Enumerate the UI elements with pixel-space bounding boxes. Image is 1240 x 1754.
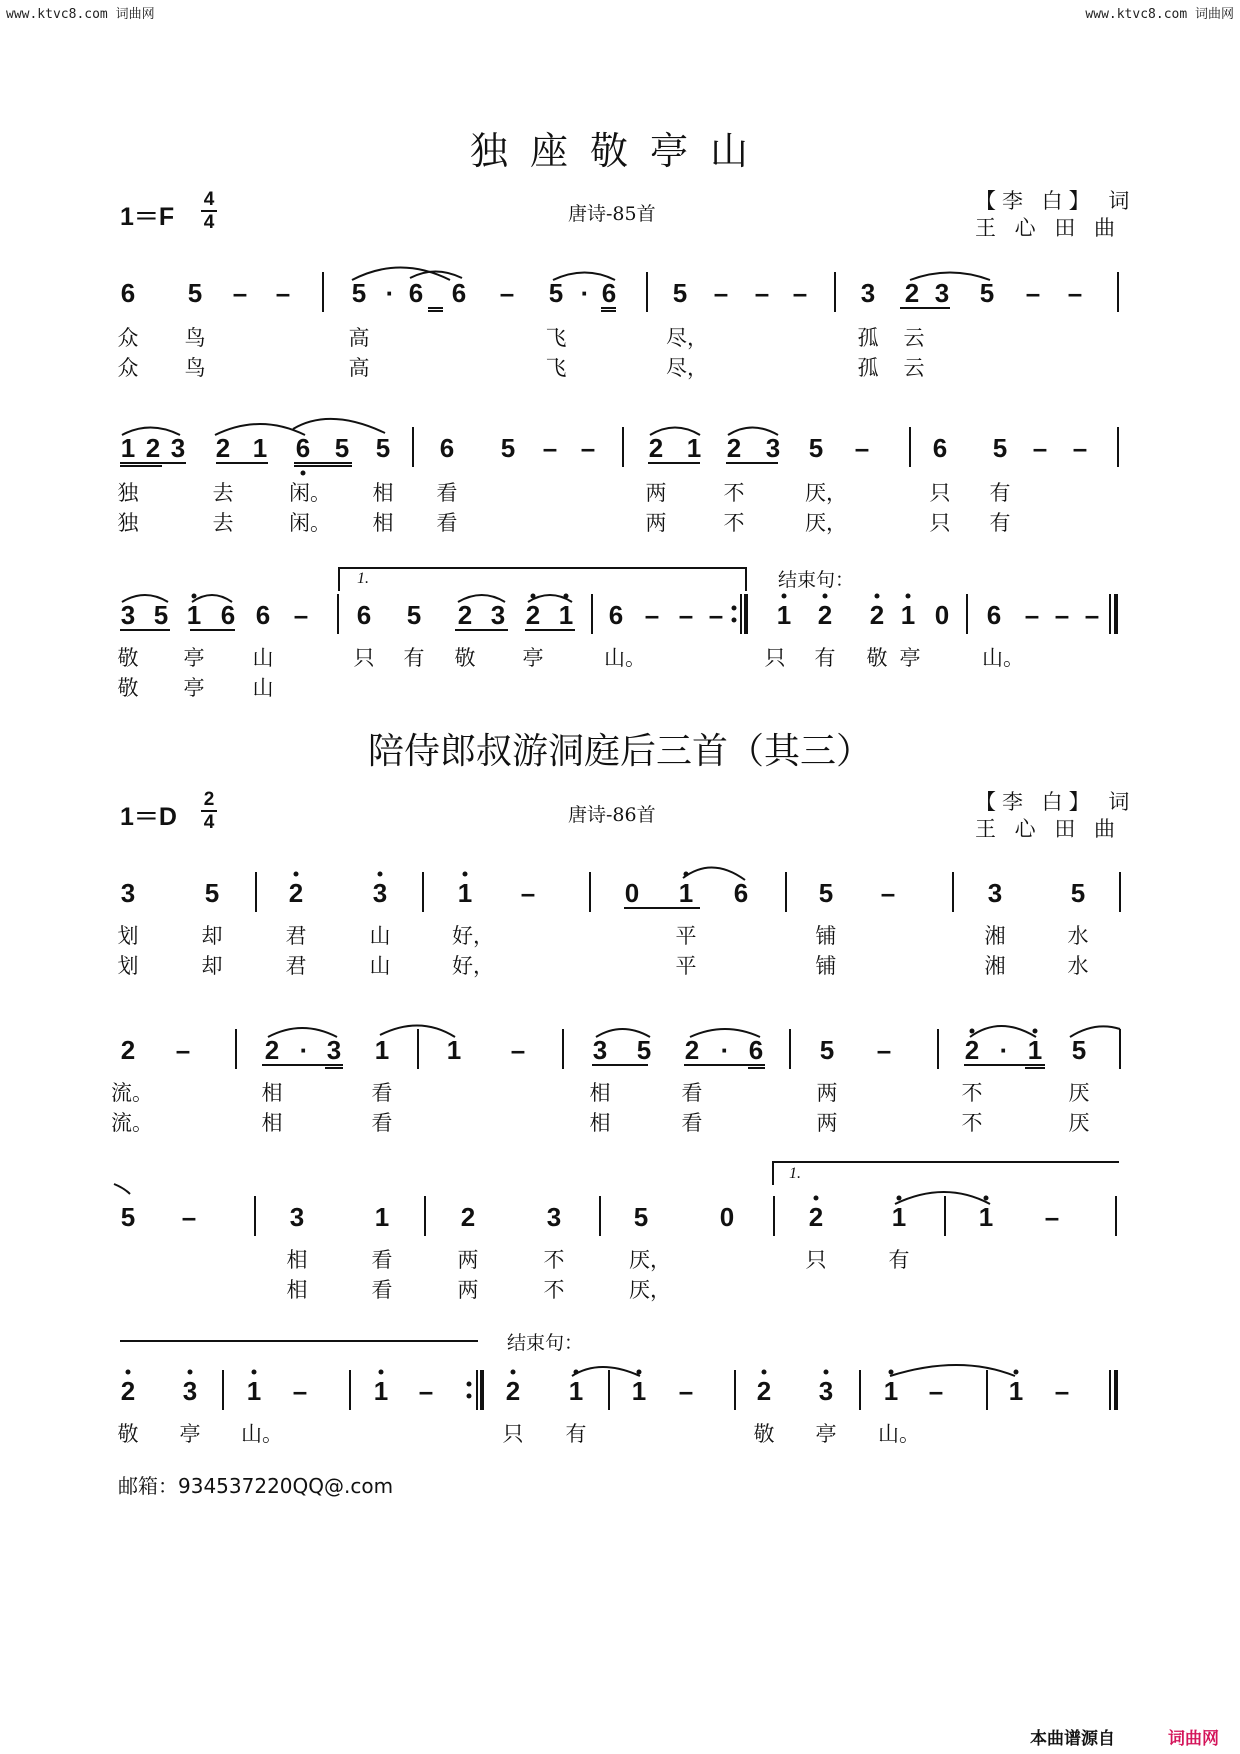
song2-key: 1＝D — [120, 803, 177, 831]
lyric: 孤 — [857, 326, 879, 350]
lyric: 划 — [117, 924, 139, 948]
note-dash: – — [708, 600, 724, 630]
note: 3 — [490, 600, 506, 630]
note: 6 — [601, 278, 617, 308]
lyric: 亭 — [179, 1422, 201, 1446]
lyric: 看 — [371, 1081, 393, 1105]
note-dot: · — [580, 278, 590, 308]
note-dash: – — [876, 1035, 892, 1065]
lyric: 亭 — [815, 1422, 837, 1446]
lyric: 看 — [681, 1081, 703, 1105]
lyric: 亭 — [183, 676, 205, 700]
note: 1 — [568, 1376, 584, 1406]
song2-volta-label: 1. — [789, 1165, 801, 1182]
lyric: 孤 — [857, 356, 879, 380]
note: 3 — [289, 1202, 305, 1232]
note: 6 — [986, 600, 1002, 630]
song2-volta-continuation — [120, 1340, 478, 1342]
lyric: 有 — [814, 646, 836, 670]
lyric: 不 — [543, 1248, 565, 1272]
note: 3 — [592, 1035, 608, 1065]
note-dash: – — [580, 433, 596, 463]
note-dash: – — [1044, 1202, 1060, 1232]
lyric: 有 — [403, 646, 425, 670]
lyric: 水 — [1067, 954, 1089, 978]
note: 6 — [120, 278, 136, 308]
note-dash: – — [292, 1376, 308, 1406]
note: 6 — [255, 600, 271, 630]
note: 6 — [408, 278, 424, 308]
lyric: 君 — [285, 954, 307, 978]
note-dash: – — [678, 1376, 694, 1406]
note: 2 — [460, 1202, 476, 1232]
note: 1 — [891, 1202, 907, 1232]
note: 5 — [636, 1035, 652, 1065]
lyric: 不 — [961, 1111, 983, 1135]
note: 1 — [1008, 1376, 1024, 1406]
note: 2 — [457, 600, 473, 630]
note: 5 — [819, 1035, 835, 1065]
note: 6 — [608, 600, 624, 630]
lyric: 有 — [565, 1422, 587, 1446]
note: 2 — [817, 600, 833, 630]
note: 3 — [120, 878, 136, 908]
song1-lyricist: 【李 白】 词 — [975, 189, 1136, 213]
note: 2 — [869, 600, 885, 630]
lyric: 相 — [261, 1081, 283, 1105]
note: 5 — [979, 278, 995, 308]
note: 1 — [686, 433, 702, 463]
lyric: 相 — [286, 1248, 308, 1272]
song1-composer: 王 心 田 曲 — [975, 216, 1122, 240]
note: 5 — [334, 433, 350, 463]
song2-row-4 — [0, 1366, 1240, 1446]
song2-time-top: 2 — [203, 789, 215, 810]
note: 2 — [120, 1035, 136, 1065]
lyric: 两 — [645, 481, 667, 505]
note-dash: – — [510, 1035, 526, 1065]
note-dash: – — [754, 278, 770, 308]
note: 5 — [548, 278, 564, 308]
note-dash: – — [792, 278, 808, 308]
note-dash: – — [644, 600, 660, 630]
note: 1 — [186, 600, 202, 630]
lyric: 山 — [252, 676, 274, 700]
note: 1 — [252, 433, 268, 463]
note-dash: – — [499, 278, 515, 308]
lyric: 相 — [372, 481, 394, 505]
note: 5 — [153, 600, 169, 630]
note: 1 — [1027, 1035, 1043, 1065]
note-dash: – — [1024, 600, 1040, 630]
note-rest: 0 — [934, 600, 950, 630]
lyric: 流。 — [111, 1081, 153, 1105]
lyric: 尽， — [666, 356, 708, 380]
note: 2 — [525, 600, 541, 630]
song2-time-signature — [201, 790, 217, 832]
note: 3 — [182, 1376, 198, 1406]
lyric: 看 — [371, 1248, 393, 1272]
note: 5 — [1071, 1035, 1087, 1065]
lyric: 不 — [543, 1278, 565, 1302]
lyric: 独 — [117, 481, 139, 505]
lyric: 相 — [286, 1278, 308, 1302]
note: 1 — [883, 1376, 899, 1406]
lyric: 只 — [353, 646, 375, 670]
lyric: 只 — [929, 511, 951, 535]
contact-email: 邮箱：934537220QQ@.com — [118, 1474, 394, 1498]
lyric: 好， — [452, 954, 494, 978]
note-dash: – — [1054, 600, 1070, 630]
note-rest: 0 — [624, 878, 640, 908]
lyric: 厌， — [629, 1248, 671, 1272]
note-dash: – — [1032, 433, 1048, 463]
note: 2 — [756, 1376, 772, 1406]
lyric: 尽， — [666, 326, 708, 350]
lyric: 划 — [117, 954, 139, 978]
lyric: 只 — [764, 646, 786, 670]
lyric: 流。 — [111, 1111, 153, 1135]
note: 5 — [992, 433, 1008, 463]
note-dash: – — [520, 878, 536, 908]
note-dash: – — [1072, 433, 1088, 463]
lyric: 云 — [903, 326, 925, 350]
lyric: 却 — [201, 954, 223, 978]
lyric: 闲。 — [289, 511, 331, 535]
lyric: 只 — [805, 1248, 827, 1272]
note-dash: – — [418, 1376, 434, 1406]
note: 1 — [978, 1202, 994, 1232]
note: 1 — [558, 600, 574, 630]
lyric: 去 — [212, 481, 234, 505]
note: 1 — [246, 1376, 262, 1406]
note: 1 — [631, 1376, 647, 1406]
lyric: 亭 — [899, 646, 921, 670]
lyric: 湘 — [984, 954, 1006, 978]
note: 2 — [120, 1376, 136, 1406]
note-dash: – — [880, 878, 896, 908]
lyric: 高 — [348, 356, 370, 380]
note: 5 — [500, 433, 516, 463]
note: 5 — [672, 278, 688, 308]
lyric: 敬 — [866, 646, 888, 670]
lyric: 去 — [212, 511, 234, 535]
lyric: 飞 — [545, 326, 567, 350]
lyric: 厌， — [805, 511, 847, 535]
lyric: 看 — [681, 1111, 703, 1135]
lyric: 相 — [261, 1111, 283, 1135]
song2-composer: 王 心 田 曲 — [975, 817, 1122, 841]
note: 5 — [818, 878, 834, 908]
note: 5 — [351, 278, 367, 308]
lyric: 相 — [589, 1081, 611, 1105]
lyric: 有 — [888, 1248, 910, 1272]
lyric: 敬 — [117, 676, 139, 700]
note: 1 — [457, 878, 473, 908]
lyric: 厌， — [805, 481, 847, 505]
song1-row-2-marks — [0, 415, 1240, 525]
lyric: 鸟 — [184, 326, 206, 350]
lyric: 敬 — [753, 1422, 775, 1446]
note: 1 — [678, 878, 694, 908]
note: 5 — [633, 1202, 649, 1232]
note: 2 — [964, 1035, 980, 1065]
song2-title: 陪侍郎叔游洞庭后三首（其三） — [367, 731, 872, 772]
note: 5 — [204, 878, 220, 908]
lyric: 不 — [961, 1081, 983, 1105]
lyric: 看 — [436, 481, 458, 505]
note-rest: 0 — [719, 1202, 735, 1232]
note: 2 — [684, 1035, 700, 1065]
song1-row-1 — [0, 260, 1240, 380]
lyric: 山。 — [878, 1422, 920, 1446]
lyric: 高 — [348, 326, 370, 350]
song1-volta-label: 1. — [357, 570, 369, 587]
song1-row-2 — [0, 415, 1240, 535]
note: 3 — [987, 878, 1003, 908]
lyric: 厌 — [1068, 1111, 1090, 1135]
lyric: 好， — [452, 924, 494, 948]
lyric: 看 — [436, 511, 458, 535]
lyric: 不 — [723, 481, 745, 505]
watermark-left: www.ktvc8.com 词曲网 — [6, 7, 155, 22]
note-dash: – — [542, 433, 558, 463]
lyric: 闲。 — [289, 481, 331, 505]
lyric: 平 — [675, 954, 697, 978]
note: 6 — [733, 878, 749, 908]
lyric: 云 — [903, 356, 925, 380]
note-dash: – — [928, 1376, 944, 1406]
note-dash: – — [678, 600, 694, 630]
note: 1 — [374, 1202, 390, 1232]
note: 6 — [356, 600, 372, 630]
song2-time-bottom: 4 — [203, 812, 215, 833]
note: 6 — [748, 1035, 764, 1065]
lyric: 相 — [589, 1111, 611, 1135]
lyric: 厌 — [1068, 1081, 1090, 1105]
song2-ending-label: 结束句： — [507, 1332, 584, 1354]
note: 6 — [295, 433, 311, 463]
song1-time-signature — [201, 190, 217, 232]
note: 2 — [145, 433, 161, 463]
note: 1 — [120, 433, 136, 463]
song2-volta-bracket — [772, 1161, 1119, 1185]
note: 2 — [648, 433, 664, 463]
note-dash: – — [232, 278, 248, 308]
note-dash: – — [1067, 278, 1083, 308]
note: 5 — [808, 433, 824, 463]
note: 2 — [215, 433, 231, 463]
song2-row-1-marks — [0, 868, 1240, 978]
note: 1 — [900, 600, 916, 630]
lyric: 山。 — [604, 646, 646, 670]
lyric: 两 — [816, 1081, 838, 1105]
lyric: 山。 — [982, 646, 1024, 670]
note: 1 — [374, 1035, 390, 1065]
song1-title: 独座敬亭山 — [469, 129, 770, 173]
note: 1 — [446, 1035, 462, 1065]
note: 3 — [934, 278, 950, 308]
note-dot: · — [999, 1035, 1009, 1065]
song1-subtitle: 唐诗-85首 — [568, 203, 656, 225]
lyric: 敬 — [454, 646, 476, 670]
note: 1 — [373, 1376, 389, 1406]
lyric: 只 — [502, 1422, 524, 1446]
song1-ending-label: 结束句： — [778, 569, 855, 591]
note-dash: – — [1025, 278, 1041, 308]
song1-key: 1＝F — [120, 203, 175, 231]
lyric: 不 — [723, 511, 745, 535]
note: 6 — [451, 278, 467, 308]
note: 5 — [1070, 878, 1086, 908]
lyric: 众 — [117, 356, 139, 380]
note: 1 — [776, 600, 792, 630]
lyric: 山。 — [241, 1422, 283, 1446]
lyric: 湘 — [984, 924, 1006, 948]
note: 2 — [726, 433, 742, 463]
song1-row-3 — [0, 590, 1240, 710]
lyric: 平 — [675, 924, 697, 948]
note: 2 — [264, 1035, 280, 1065]
note-dash: – — [175, 1035, 191, 1065]
lyric: 相 — [372, 511, 394, 535]
note: 5 — [120, 1202, 136, 1232]
note: 5 — [375, 433, 391, 463]
note: 3 — [765, 433, 781, 463]
note: 5 — [187, 278, 203, 308]
song1-time-top: 4 — [203, 189, 215, 210]
lyric: 山 — [252, 646, 274, 670]
lyric: 有 — [989, 511, 1011, 535]
lyric: 铺 — [815, 954, 837, 978]
note-dash: – — [1084, 600, 1100, 630]
note: 3 — [326, 1035, 342, 1065]
lyric: 飞 — [545, 356, 567, 380]
note: 2 — [808, 1202, 824, 1232]
note-dash: – — [275, 278, 291, 308]
note-dot: · — [720, 1035, 730, 1065]
note: 3 — [546, 1202, 562, 1232]
lyric: 两 — [645, 511, 667, 535]
lyric: 君 — [285, 924, 307, 948]
watermark-right: www.ktvc8.com 词曲网 — [1085, 7, 1234, 22]
note: 6 — [439, 433, 455, 463]
source-note: 本曲谱源自 — [1030, 1729, 1115, 1749]
lyric: 有 — [989, 481, 1011, 505]
note: 6 — [220, 600, 236, 630]
lyric: 鸟 — [184, 356, 206, 380]
note: 5 — [406, 600, 422, 630]
note: 2 — [288, 878, 304, 908]
note: 3 — [170, 433, 186, 463]
song1-time-bottom: 4 — [203, 212, 215, 233]
note: 2 — [505, 1376, 521, 1406]
lyric: 山 — [369, 924, 391, 948]
note: 6 — [932, 433, 948, 463]
lyric: 敬 — [117, 1422, 139, 1446]
song2-subtitle: 唐诗-86首 — [568, 804, 656, 826]
song1-volta-bracket — [338, 567, 747, 591]
site-logo: 词曲网 — [1168, 1729, 1219, 1749]
lyric: 铺 — [815, 924, 837, 948]
note-dot: · — [299, 1035, 309, 1065]
lyric: 厌， — [629, 1278, 671, 1302]
note-dash: – — [181, 1202, 197, 1232]
lyric: 独 — [117, 511, 139, 535]
lyric: 敬 — [117, 646, 139, 670]
song2-row-1 — [0, 868, 1240, 978]
lyric: 只 — [929, 481, 951, 505]
note: 3 — [120, 600, 136, 630]
lyric: 两 — [816, 1111, 838, 1135]
lyric: 看 — [371, 1111, 393, 1135]
note-dash: – — [1054, 1376, 1070, 1406]
note: 2 — [904, 278, 920, 308]
lyric: 两 — [457, 1278, 479, 1302]
lyric: 山 — [369, 954, 391, 978]
lyric: 众 — [117, 326, 139, 350]
note: 3 — [860, 278, 876, 308]
song2-row-3 — [0, 1192, 1240, 1302]
note-dash: – — [854, 433, 870, 463]
note-dash: – — [713, 278, 729, 308]
lyric: 看 — [371, 1278, 393, 1302]
lyric: 水 — [1067, 924, 1089, 948]
song2-row-2 — [0, 1025, 1240, 1135]
lyric: 亭 — [183, 646, 205, 670]
note: 3 — [372, 878, 388, 908]
song2-lyricist: 【李 白】 词 — [975, 790, 1136, 814]
lyric: 却 — [201, 924, 223, 948]
note-dot: · — [385, 278, 395, 308]
note: 3 — [818, 1376, 834, 1406]
lyric: 两 — [457, 1248, 479, 1272]
lyric: 亭 — [522, 646, 544, 670]
note-dash: – — [293, 600, 309, 630]
